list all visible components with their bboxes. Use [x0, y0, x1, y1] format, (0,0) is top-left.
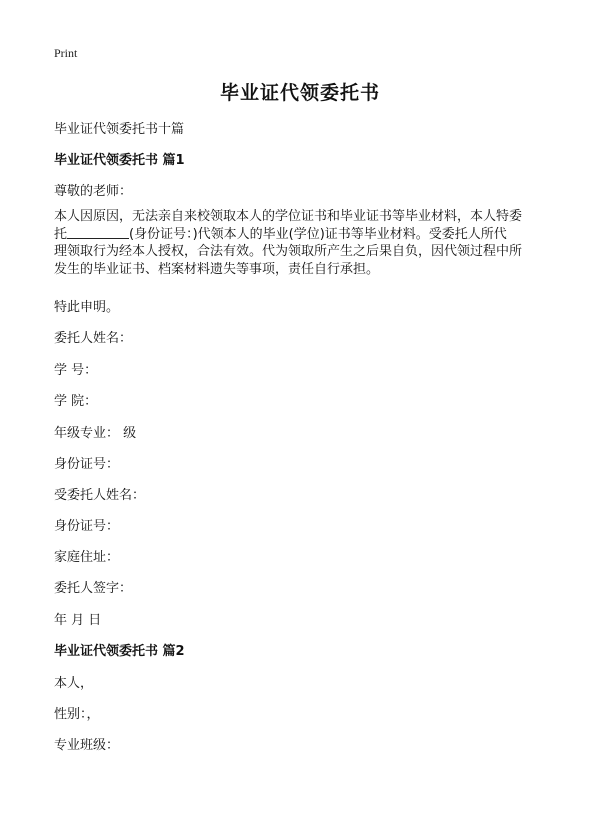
field-grade-major: 年级专业： 级 — [54, 426, 137, 441]
print-label: Print — [54, 46, 78, 60]
declaration: 特此申明。 — [54, 300, 120, 315]
section2-heading: 毕业证代领委托书 篇2 — [54, 644, 185, 659]
field-principal-signature: 委托人签字： — [54, 581, 133, 596]
body-paragraph — [54, 208, 554, 278]
body-line-4: 发生的毕业证书、档案材料遗失等事项，责任自行承担。 — [54, 261, 380, 277]
field-date: 年 月 日 — [54, 613, 102, 628]
body-line-2 — [54, 226, 554, 244]
section1-heading: 毕业证代领委托书 篇1 — [54, 153, 185, 168]
section2-line-3: 专业班级： — [54, 738, 120, 753]
salutation: 尊敬的老师： — [54, 184, 133, 199]
document-subtitle: 毕业证代领委托书十篇 — [54, 122, 185, 137]
field-id-number: 身份证号： — [54, 457, 120, 472]
field-student-id: 学 号： — [54, 363, 98, 378]
section2-line-2: 性别：， — [54, 707, 100, 722]
blank-underline — [67, 226, 129, 239]
field-agent-id-number: 身份证号： — [54, 519, 120, 534]
field-home-address: 家庭住址： — [54, 550, 120, 565]
body-line-3: 理领取行为经本人授权，合法有效。代为领取所产生之后果自负，因代领过程中所 — [54, 244, 523, 259]
body-line-1: 本人因原因，无法亲自来校领取本人的学位证书和毕业证书等毕业材料，本人特委 — [54, 209, 523, 224]
field-principal-name: 委托人姓名： — [54, 331, 133, 346]
field-college: 学 院： — [54, 394, 98, 409]
document-title: 毕业证代领委托书 — [219, 82, 380, 104]
section2-line-1: 本人， — [54, 676, 94, 691]
body-line-2-post: (身份证号：)代领本人的毕业(学位)证书等毕业材料。受委托人所代 — [129, 226, 507, 242]
field-agent-name: 受委托人姓名： — [54, 488, 146, 503]
body-line-2-pre: 托 — [54, 226, 68, 242]
